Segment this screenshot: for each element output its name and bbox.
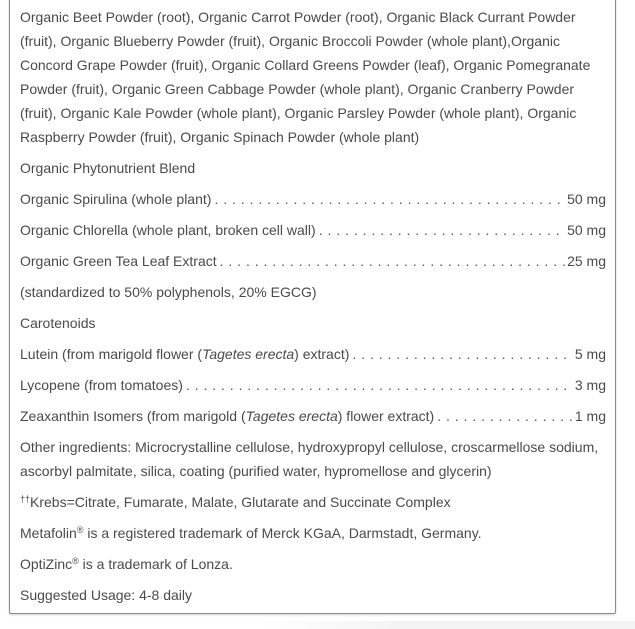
krebs-text: Krebs=Citrate, Fumarate, Malate, Glutarate and Succinate Complex: [30, 494, 451, 510]
carotenoids-heading: Carotenoids: [20, 315, 96, 331]
ingredient-name: Organic Green Tea Leaf Extract: [20, 253, 217, 269]
ingredient-name: [20, 342, 349, 366]
ingredient-name: Organic Spirulina (whole plant): [20, 191, 212, 207]
ingredient-amount: 25 mg: [567, 253, 606, 269]
other-ingredients: Other ingredients: Microcrystalline cellulose, hydroxypropyl cellulose, croscarmellose sodium, ascorbyl palmitate, silica, coating (purified water, hypromellose and glycerin): [20, 439, 599, 479]
lutein-species: Tagetes erecta: [202, 346, 295, 362]
ingredient-row-zeaxanthin: [20, 404, 606, 428]
dot-leader: [183, 373, 573, 397]
ingredient-name: Organic Chlorella (whole plant, broken cell wall): [20, 222, 316, 238]
suggested-usage: Suggested Usage: 4-8 daily: [20, 587, 192, 603]
ingredients-paragraph: Organic Beet Powder (root), Organic Carrot Powder (root), Organic Black Currant Powder (fruit), Organic Blueberry Powder (fruit), Organic Broccoli Powder (whole plant),Organic Concord Grape Powder (fruit), Organic Collard Greens Powder (leaf), Organic Pomegranate Powder (fruit), Organic Green Cabbage Powder (whole plant), Organic Cranberry Powder (fruit), Organic Kale Powder (whole plant), Organic Parsley Powder (whole plant), Organic Raspberry Powder (fruit), Organic Spinach Powder (whole plant): [20, 9, 591, 145]
blend-heading: Organic Phytonutrient Blend: [20, 160, 196, 176]
metafolin-brand: Metafolin: [20, 525, 77, 541]
registered-mark: ®: [76, 525, 84, 535]
zeaxanthin-prefix: Zeaxanthin Isomers (from marigold (: [20, 408, 246, 424]
registered-mark: ®: [72, 556, 79, 566]
dot-leader: [316, 218, 565, 242]
supplement-facts-panel: [9, 0, 616, 614]
ingredient-row-lycopene: [20, 373, 606, 397]
ingredient-amount: 50 mg: [567, 222, 606, 238]
lutein-suffix: ) extract): [294, 346, 350, 362]
ingredient-amount: 3 mg: [574, 377, 606, 393]
optizinc-trademark: [20, 552, 606, 576]
ingredient-row-lutein: [20, 342, 606, 366]
dot-leader: [217, 249, 565, 273]
ingredient-amount: 1 mg: [574, 408, 606, 424]
zeaxanthin-suffix: ) flower extract): [337, 408, 435, 424]
metafolin-trademark: [20, 521, 606, 545]
dot-leader: [434, 404, 573, 428]
optizinc-brand: OptiZinc: [20, 556, 73, 572]
ingredient-name: Lycopene (from tomatoes): [20, 377, 183, 393]
ingredient-row-spirulina: [20, 187, 606, 211]
krebs-footnote: [20, 490, 606, 514]
panel-content: [20, 5, 606, 607]
green-tea-standardization-note: (standardized to 50% polyphenols, 20% EGCG): [20, 284, 317, 300]
optizinc-text: is a trademark of Lonza.: [78, 556, 233, 572]
metafolin-text: is a registered trademark of Merck KGaA, Darmstadt, Germany.: [83, 525, 482, 541]
dot-leader: [349, 342, 572, 366]
zeaxanthin-species: Tagetes erecta: [245, 408, 338, 424]
ingredient-name: [20, 404, 434, 428]
ingredient-row-green-tea: [20, 249, 606, 273]
lutein-prefix: Lutein (from marigold flower (: [20, 346, 203, 362]
ingredient-amount: 50 mg: [567, 191, 606, 207]
dot-leader: [211, 187, 565, 211]
ingredient-row-chlorella: [20, 218, 606, 242]
page-bottom-shadow: [260, 621, 635, 629]
footnote-mark: ††: [20, 494, 31, 504]
ingredient-amount: 5 mg: [574, 346, 606, 362]
